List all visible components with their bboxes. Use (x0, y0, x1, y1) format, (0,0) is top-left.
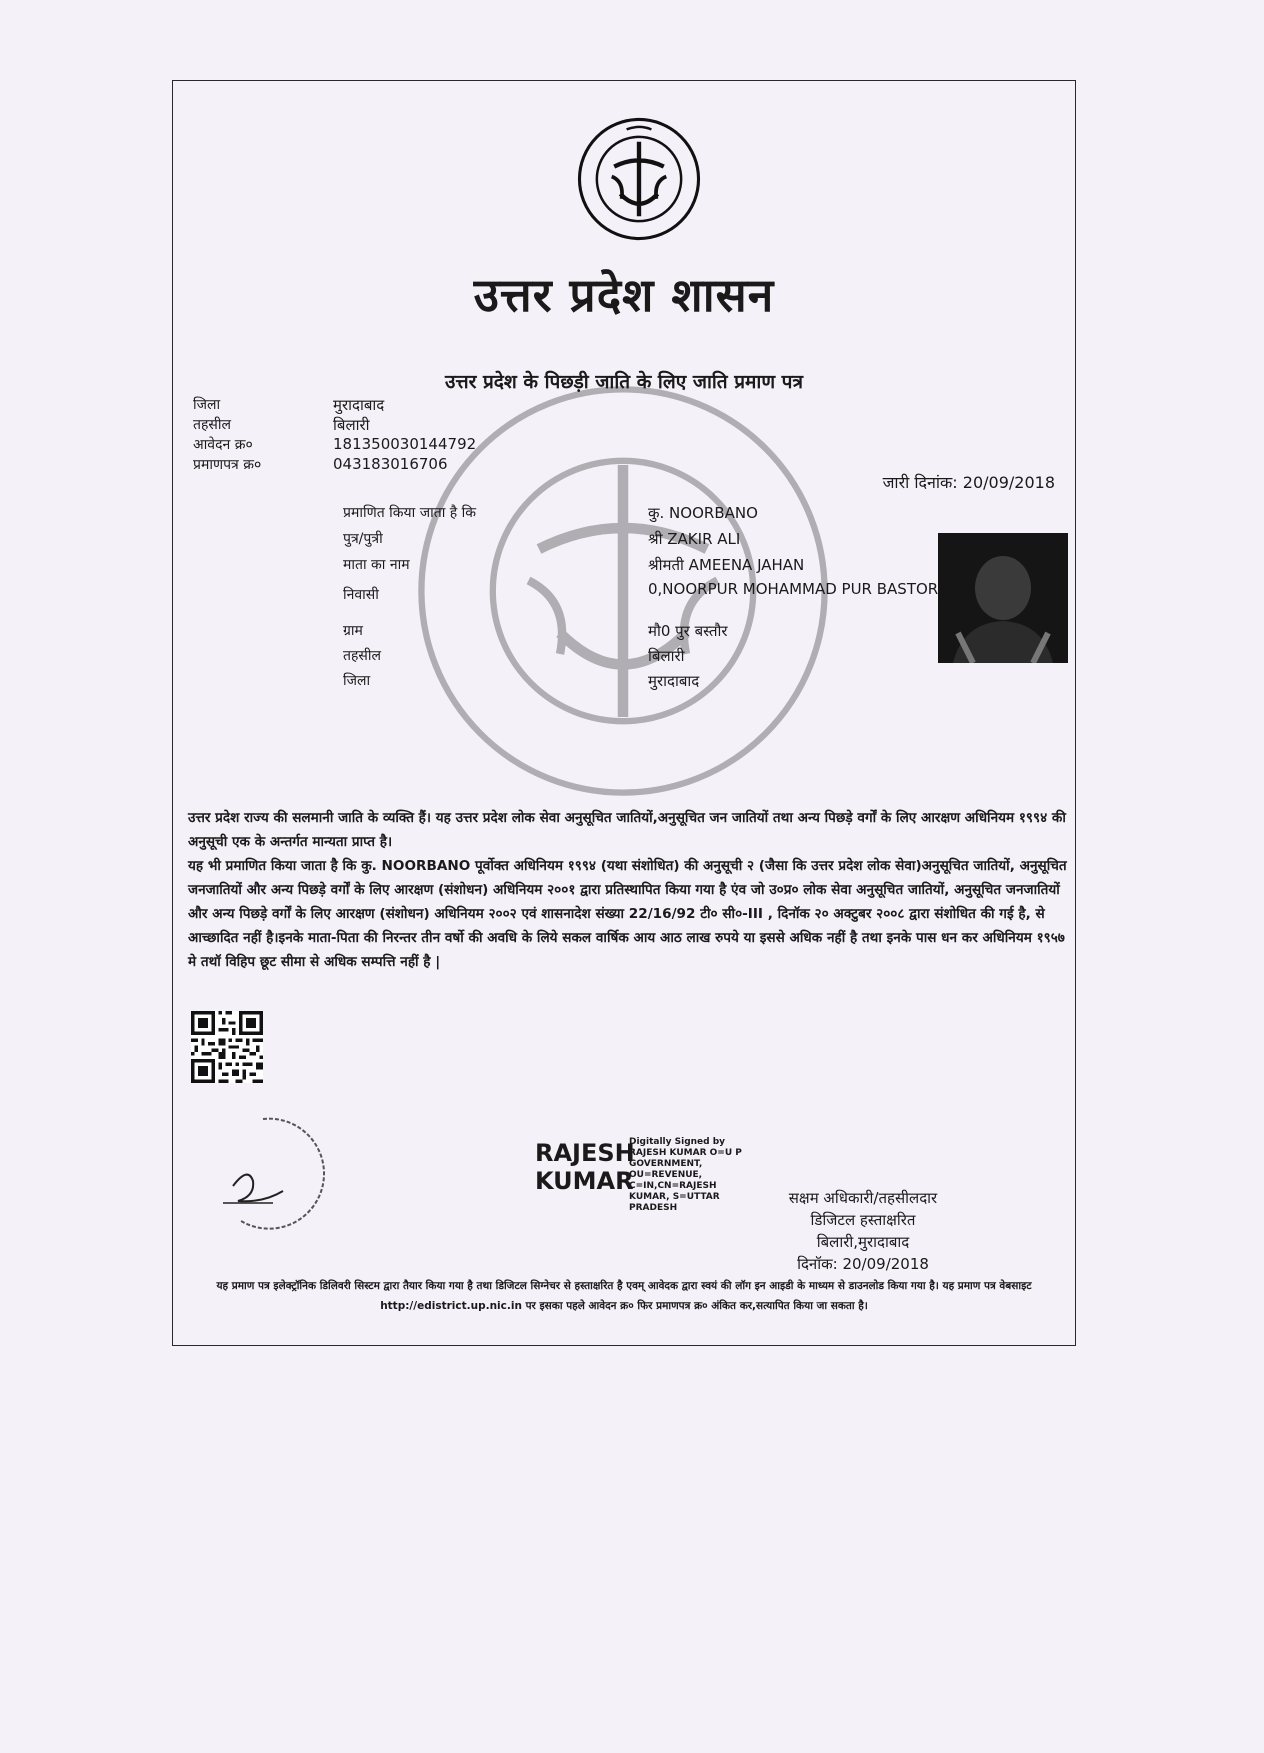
signature-name-line-2: KUMAR (535, 1167, 634, 1195)
up-state-emblem-icon (577, 117, 701, 241)
detail-value-father: श्री ZAKIR ALI (648, 530, 741, 548)
digital-signature-name (535, 1139, 635, 1195)
detail-value-village: मौ0 पुर बस्तौर (648, 622, 728, 640)
digital-signature-details: Digitally Signed by RAJESH KUMAR O=U P GOVERNMENT, OU=REVENUE, C=IN,CN=RAJESH KUMAR, S=UTTAR PRADESH (629, 1137, 742, 1213)
verification-footer: यह प्रमाण पत्र इलेक्ट्रॉनिक डिलिवरी सिस्टम द्वारा तैयार किया गया है तथा डिजिटल सिग्नेचर से हस्ताक्षरित है एवम् आवेदक द्वारा स्वयं की लॉग इन आइडी के माध्यम से डाउनलोड किया गया है। यह प्रमाण पत्र वेबसाइट http://edistrict.up.nic.in पर इसका पहले आवेदन क्र० फिर प्रमाणपत्र क्र० अंकित कर,सत्यापित किया जा सकता है। (216, 1280, 1032, 1312)
certificate-subtitle: उत्तर प्रदेश के पिछड़ी जाति के लिए जाति प्रमाण पत्र (445, 371, 803, 393)
officer-title: सक्षम अधिकारी/तहसीलदार (788, 1189, 938, 1207)
tehsil-seal-stamp (193, 1111, 343, 1231)
meta-label-district: जिला (193, 397, 221, 413)
detail-value-address: 0,NOORPUR MOHAMMAD PUR BASTOR (648, 580, 939, 598)
certificate-document (172, 80, 1076, 1346)
officer-location: बिलारी,मुरादाबाद (816, 1233, 910, 1251)
detail-label-tehsil: तहसील (343, 648, 381, 664)
signature-name-line-1: RAJESH (535, 1139, 635, 1167)
detail-label-district: जिला (343, 673, 371, 689)
detail-label-resident: निवासी (343, 587, 379, 603)
meta-label-tehsil: तहसील (193, 417, 231, 433)
detail-value-mother: श्रीमती AMEENA JAHAN (648, 556, 805, 574)
meta-value-district: मुरादाबाद (333, 396, 385, 414)
meta-value-tehsil: बिलारी (333, 416, 370, 434)
meta-label-application-no: आवेदन क्र० (193, 437, 253, 453)
detail-label-mother: माता का नाम (343, 557, 410, 573)
competent-authority-block (763, 1187, 963, 1275)
qr-code (191, 1011, 263, 1083)
main-title: उत्तर प्रदेश शासन (473, 268, 775, 322)
certificate-body (188, 806, 1068, 974)
detail-label-son-daughter: पुत्र/पुत्री (343, 531, 383, 547)
officer-digitally-signed: डिजिटल हस्ताक्षरित (810, 1211, 916, 1229)
detail-label-village: ग्राम (343, 623, 363, 639)
detail-value-tehsil: बिलारी (648, 647, 685, 665)
body-paragraph-1: उत्तर प्रदेश राज्य की सलमानी जाति के व्यक्ति हैं। यह उत्तर प्रदेश लोक सेवा अनुसूचित जातियों,अनुसूचित जन जातियों तथा अन्य पिछड़े वर्गों के लिए आरक्षण अधिनियम १९९४ की अनुसूची एक के अन्तर्गत मान्यता प्राप्त है। (188, 810, 1066, 850)
detail-value-district: मुरादाबाद (648, 672, 700, 690)
applicant-photo (938, 533, 1068, 663)
detail-label-certified: प्रमाणित किया जाता है कि (343, 505, 477, 521)
meta-value-certificate-no: 043183016706 (333, 455, 448, 473)
officer-date: दिनॉक: 20/09/2018 (797, 1255, 929, 1273)
meta-value-application-no: 181350030144792 (333, 435, 477, 453)
issue-date: जारी दिनांक: 20/09/2018 (882, 473, 1055, 492)
detail-value-name: कु. NOORBANO (648, 504, 758, 522)
body-paragraph-2: यह भी प्रमाणित किया जाता है कि कु. NOORBANO पूर्वोक्त अधिनियम १९९४ (यथा संशोधित) की अनुसूची २ (जैसा कि उत्तर प्रदेश लोक सेवा)अनुसूचित जातियों, अनुसूचित जनजातियों और अन्य पिछड़े वर्गों के लिए आरक्षण (संशोधन) अधिनियम २००१ द्वारा प्रतिस्थापित किया गया है एंव जो उ०प्र० लोक सेवा अनुसूचित जातियों, अनुसूचित जनजातियों और अन्य पिछड़े वर्गों के लिए आरक्षण (संशोधन) अधिनियम २००२ एवं शासनादेश संख्या 22/16/92 टी० सी०-III , दिनॉक २० अक्टुबर २००८ द्वारा संशोधित की गई है, से आच्छादित नहीं है।इनके माता-पिता की निरन्तर तीन वर्षो की अवधि के लिये सकल वार्षिक आय आठ लाख रुपये या इससे अधिक नहीं है तथा इनके पास धन कर अधिनियम १९५७ मे तथॉ विहिप छूट सीमा से अधिक सम्पत्ति नहीं है | (188, 858, 1067, 970)
meta-label-certificate-no: प्रमाणपत्र क्र० (193, 457, 262, 473)
